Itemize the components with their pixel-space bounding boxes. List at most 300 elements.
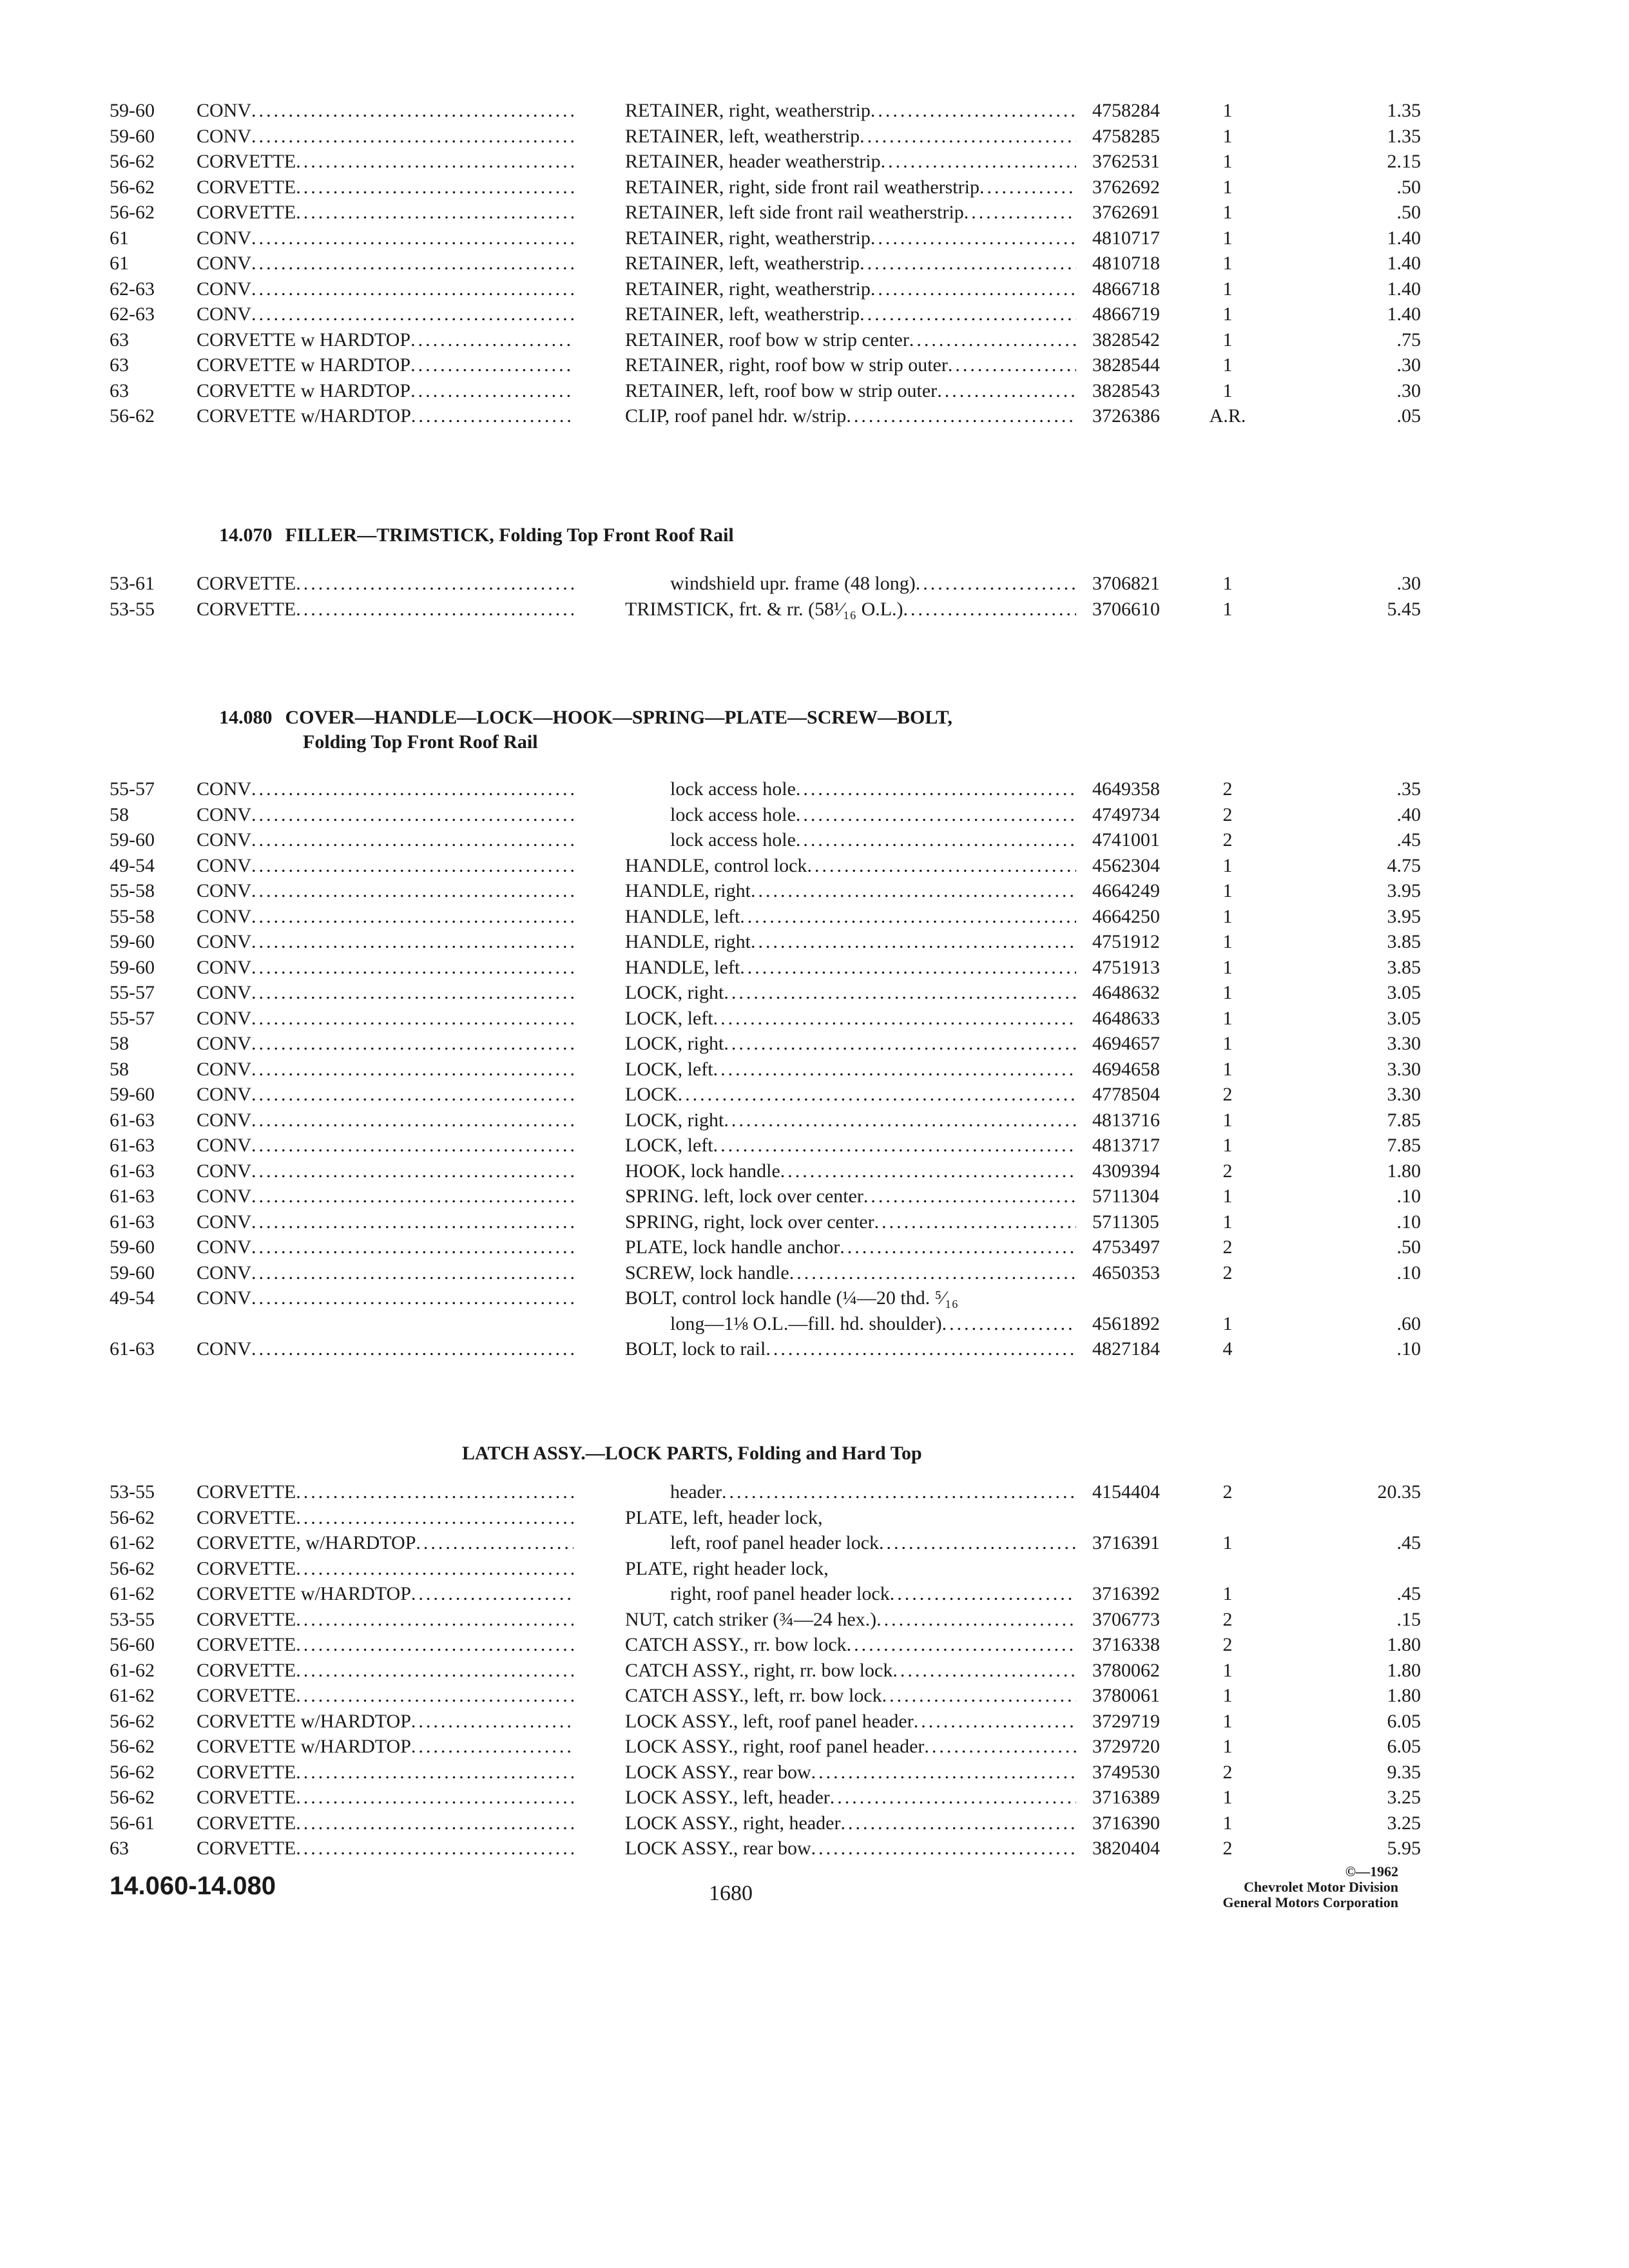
model-cell: [197, 1760, 574, 1785]
part-description: CLIP, roof panel hdr. w/strip: [625, 403, 846, 429]
part-number: 4758284: [1092, 100, 1160, 121]
model-name: CONV: [197, 1082, 251, 1108]
model-cell: [197, 1785, 574, 1811]
price: 7.85: [1387, 1109, 1421, 1131]
quantity: 1: [1222, 1186, 1233, 1207]
year-range: 63: [110, 380, 129, 401]
price: .10: [1396, 1211, 1421, 1233]
description-cell: [625, 403, 1076, 429]
table-row: [110, 1006, 1421, 1032]
part-number: 3749530: [1092, 1761, 1160, 1783]
model-cell: [197, 1133, 574, 1158]
year-range: 56-60: [110, 1634, 155, 1655]
model-cell: [197, 1734, 574, 1760]
table-row: [110, 200, 1421, 226]
table-row: [110, 1311, 1421, 1337]
part-description: windshield upr. frame (48 long): [670, 571, 916, 597]
part-description: RETAINER, right, weatherstrip: [625, 276, 871, 302]
quantity: 1: [1222, 1736, 1233, 1757]
part-number: 4749734: [1092, 803, 1160, 825]
model-name: CORVETTE: [197, 1683, 296, 1709]
part-number: 3762691: [1092, 202, 1160, 223]
part-description: RETAINER, left side front rail weatherstrip: [625, 200, 964, 226]
section-heading-14-070: [219, 523, 734, 548]
table-row: [110, 1057, 1421, 1082]
part-description: HANDLE, right: [625, 878, 751, 904]
publisher-block: [1115, 1864, 1398, 1910]
part-description: HANDLE, left: [625, 955, 740, 981]
quantity: 1: [1222, 880, 1233, 901]
model-name: CONV: [197, 276, 251, 302]
year-range: 49-54: [110, 854, 155, 876]
table-row: [110, 251, 1421, 276]
price: .05: [1396, 405, 1421, 427]
description-cell: [625, 1260, 1076, 1286]
model-cell: [197, 1108, 574, 1133]
model-name: CONV: [197, 1209, 251, 1235]
part-number: 4648632: [1092, 982, 1160, 1003]
model-cell: [197, 1505, 574, 1531]
price: 7.85: [1387, 1135, 1421, 1156]
part-number: 4813716: [1092, 1109, 1160, 1131]
year-range: 59-60: [110, 1262, 155, 1283]
year-range: 61-62: [110, 1685, 155, 1706]
year-range: 59-60: [110, 829, 155, 850]
part-description: LOCK ASSY., right, roof panel header: [625, 1734, 924, 1760]
model-name: CORVETTE w HARDTOP: [197, 352, 410, 378]
model-name: CONV: [197, 1336, 251, 1362]
part-description: LOCK ASSY., left, roof panel header: [625, 1709, 914, 1735]
year-range: 56-62: [110, 1761, 155, 1783]
description-cell: [625, 1556, 1076, 1582]
quantity: 1: [1222, 1583, 1233, 1604]
model-cell: [197, 276, 574, 302]
model-name: CORVETTE w/HARDTOP: [197, 1581, 411, 1607]
description-cell: [625, 571, 1076, 597]
model-name: CORVETTE: [197, 1505, 296, 1531]
model-name: CORVETTE: [197, 1479, 296, 1505]
part-number: 3828542: [1092, 329, 1160, 351]
quantity: 1: [1222, 125, 1233, 147]
model-name: CONV: [197, 1285, 251, 1311]
part-number: 4562304: [1092, 854, 1160, 876]
year-range: 59-60: [110, 125, 155, 147]
model-name: CORVETTE: [197, 200, 296, 226]
page-number: 1680: [709, 1881, 753, 1905]
table-row: [110, 776, 1421, 802]
description-cell: [625, 378, 1076, 404]
description-cell: [625, 1479, 1076, 1505]
table-row: [110, 276, 1421, 302]
quantity: 1: [1222, 303, 1233, 325]
quantity: 2: [1222, 1160, 1233, 1182]
model-cell: [197, 571, 574, 597]
price: 3.30: [1387, 1084, 1421, 1105]
price: 1.80: [1387, 1659, 1421, 1681]
price: 5.45: [1387, 598, 1421, 620]
part-number: 4694657: [1092, 1033, 1160, 1054]
description-cell: [625, 1082, 1076, 1108]
year-range: 58: [110, 803, 129, 825]
part-description: BOLT, control lock handle (¼—20 thd. ⁵⁄₁₆: [625, 1285, 958, 1311]
table-row: [110, 1235, 1421, 1260]
part-number: 4813717: [1092, 1135, 1160, 1156]
part-description: PLATE, lock handle anchor: [625, 1235, 840, 1260]
model-cell: [197, 352, 574, 378]
part-description: CATCH ASSY., left, rr. bow lock: [625, 1683, 882, 1709]
price: .60: [1396, 1312, 1421, 1334]
table-row: [110, 1683, 1421, 1709]
quantity: 2: [1222, 1481, 1233, 1503]
year-range: 56-62: [110, 151, 155, 172]
model-cell: [197, 1057, 574, 1082]
model-cell: [197, 251, 574, 276]
description-cell: [625, 1336, 1076, 1362]
year-range: 59-60: [110, 100, 155, 121]
description-cell: [625, 1006, 1076, 1032]
price: 2.15: [1387, 151, 1421, 172]
description-cell: [625, 200, 1076, 226]
description-cell: [625, 1235, 1076, 1260]
model-cell: [197, 1209, 574, 1235]
quantity: 2: [1222, 1236, 1233, 1258]
table-row: [110, 175, 1421, 200]
quantity: 1: [1222, 354, 1233, 376]
description-cell: [625, 1184, 1076, 1209]
year-range: 59-60: [110, 1084, 155, 1105]
model-cell: [197, 378, 574, 404]
year-range: 61: [110, 227, 129, 249]
price: .30: [1396, 354, 1421, 376]
part-number: 3762531: [1092, 151, 1160, 172]
year-range: 56-62: [110, 1710, 155, 1732]
part-number: 4866718: [1092, 278, 1160, 300]
table-row: [110, 378, 1421, 404]
table-row: [110, 1031, 1421, 1057]
model-name: CORVETTE, w/HARDTOP: [197, 1530, 416, 1556]
price: 3.95: [1387, 905, 1421, 927]
year-range: 53-61: [110, 573, 155, 594]
price: .50: [1396, 202, 1421, 223]
quantity: 1: [1222, 202, 1233, 223]
table-row: [110, 1785, 1421, 1811]
model-cell: [197, 302, 574, 327]
part-description: RETAINER, right, weatherstrip: [625, 226, 871, 251]
model-cell: [197, 776, 574, 802]
quantity: 1: [1222, 1033, 1233, 1054]
part-description: RETAINER, header weatherstrip: [625, 149, 881, 175]
price: 3.85: [1387, 956, 1421, 978]
section-title-line2: Folding Top Front Roof Rail: [303, 731, 538, 753]
model-name: CORVETTE w HARDTOP: [197, 378, 410, 404]
year-range: 53-55: [110, 1608, 155, 1630]
table-row: [110, 802, 1421, 828]
model-cell: [197, 327, 574, 353]
description-cell: [625, 597, 1076, 622]
model-name: CONV: [197, 1260, 251, 1286]
model-name: CONV: [197, 1057, 251, 1082]
year-range: 61-63: [110, 1338, 155, 1360]
part-description: PLATE, right header lock,: [625, 1556, 829, 1582]
price: 1.40: [1387, 227, 1421, 249]
part-number: 3716390: [1092, 1812, 1160, 1834]
quantity: 1: [1222, 1007, 1233, 1029]
model-name: CORVETTE: [197, 1632, 296, 1658]
table-row: [110, 302, 1421, 327]
quantity: 1: [1222, 1135, 1233, 1156]
model-name: CONV: [197, 226, 251, 251]
section-title-line1: COVER—HANDLE—LOCK—HOOK—SPRING—PLATE—SCREW—BOLT,: [285, 707, 952, 728]
year-range: 61-63: [110, 1211, 155, 1233]
table-row: [110, 878, 1421, 904]
model-name: CONV: [197, 1184, 251, 1209]
parts-list-section-4: [110, 1479, 1421, 1861]
parts-list-section-1: [110, 98, 1421, 429]
year-range: 59-60: [110, 1236, 155, 1258]
model-name: CORVETTE: [197, 597, 296, 622]
model-name: CORVETTE w/HARDTOP: [197, 403, 411, 429]
description-cell: [625, 853, 1076, 879]
description-cell: [625, 226, 1076, 251]
table-row: [110, 827, 1421, 853]
model-name: CONV: [197, 98, 251, 124]
part-number: 4810718: [1092, 253, 1160, 274]
description-cell: [625, 1108, 1076, 1133]
section-title: FILLER—TRIMSTICK, Folding Top Front Roof Rail: [285, 524, 734, 546]
section-subheading-14-080: [303, 730, 538, 754]
year-range: 56-62: [110, 176, 155, 198]
part-description: right, roof panel header lock: [670, 1581, 890, 1607]
year-range: 63: [110, 1838, 129, 1859]
part-number: 3729720: [1092, 1736, 1160, 1757]
table-row: [110, 1260, 1421, 1286]
part-number: 3780062: [1092, 1659, 1160, 1681]
description-cell: [625, 1734, 1076, 1760]
price: 3.95: [1387, 880, 1421, 901]
table-row: [110, 98, 1421, 124]
price: .10: [1396, 1186, 1421, 1207]
model-name: CORVETTE: [197, 1811, 296, 1836]
part-description: RETAINER, left, weatherstrip: [625, 124, 860, 149]
parts-list-section-3: [110, 776, 1421, 1362]
part-description: LOCK, right: [625, 980, 724, 1006]
description-cell: [625, 827, 1076, 853]
description-cell: [625, 149, 1076, 175]
table-row: [110, 327, 1421, 353]
model-cell: [197, 403, 574, 429]
part-number: 4866719: [1092, 303, 1160, 325]
publisher-line1: Chevrolet Motor Division: [1244, 1879, 1398, 1895]
quantity: 1: [1222, 227, 1233, 249]
quantity: 1: [1222, 982, 1233, 1003]
description-cell: [625, 1632, 1076, 1658]
price: 5.95: [1387, 1838, 1421, 1859]
year-range: 59-60: [110, 931, 155, 952]
description-cell: [625, 1505, 1076, 1531]
year-range: 63: [110, 329, 129, 351]
part-number: 3726386: [1092, 405, 1160, 427]
table-row: [110, 352, 1421, 378]
part-description: lock access hole: [670, 776, 796, 802]
quantity: 1: [1222, 1787, 1233, 1808]
model-name: CORVETTE: [197, 1836, 296, 1861]
model-name: CONV: [197, 1158, 251, 1184]
quantity: 1: [1222, 100, 1233, 121]
year-range: 53-55: [110, 598, 155, 620]
price: 3.30: [1387, 1033, 1421, 1054]
part-number: 4827184: [1092, 1338, 1160, 1360]
price: 20.35: [1377, 1481, 1421, 1503]
part-number: 3780061: [1092, 1685, 1160, 1706]
part-description: RETAINER, right, weatherstrip: [625, 98, 871, 124]
year-range: 56-62: [110, 1736, 155, 1757]
quantity: 2: [1222, 1761, 1233, 1783]
year-range: 62-63: [110, 278, 155, 300]
model-cell: [197, 1607, 574, 1633]
quantity: 2: [1222, 1634, 1233, 1655]
model-cell: [197, 904, 574, 930]
year-range: 55-58: [110, 905, 155, 927]
quantity: 1: [1222, 1312, 1233, 1334]
part-number: 4154404: [1092, 1481, 1160, 1503]
description-cell: [625, 980, 1076, 1006]
quantity: 1: [1222, 1058, 1233, 1080]
part-description: NUT, catch striker (¾—24 hex.): [625, 1607, 876, 1633]
part-number: 3716392: [1092, 1583, 1160, 1604]
price: .35: [1396, 778, 1421, 800]
section-heading-14-080: [219, 706, 952, 730]
description-cell: [625, 124, 1076, 149]
year-range: 53-55: [110, 1481, 155, 1503]
quantity: 1: [1222, 573, 1233, 594]
part-description: LOCK, left: [625, 1133, 713, 1158]
table-row: [110, 1530, 1421, 1556]
part-number: 3820404: [1092, 1838, 1160, 1859]
part-description: header: [670, 1479, 722, 1505]
description-cell: [625, 1581, 1076, 1607]
table-row: [110, 571, 1421, 597]
model-cell: [197, 1336, 574, 1362]
table-row: [110, 1556, 1334, 1582]
description-cell: [625, 98, 1076, 124]
description-cell: [625, 802, 1076, 828]
model-cell: [197, 1184, 574, 1209]
model-name: CORVETTE: [197, 175, 296, 200]
table-row: [110, 1336, 1421, 1362]
part-description: lock access hole: [670, 802, 796, 828]
model-name: CONV: [197, 124, 251, 149]
quantity: 2: [1222, 803, 1233, 825]
model-name: CONV: [197, 904, 251, 930]
quantity: 1: [1222, 329, 1233, 351]
price: 1.80: [1387, 1634, 1421, 1655]
part-description: long—1⅛ O.L.—fill. hd. shoulder): [670, 1311, 942, 1337]
part-description: HANDLE, left: [625, 904, 740, 930]
quantity: 2: [1222, 1262, 1233, 1283]
part-description: LOCK ASSY., rear bow: [625, 1836, 811, 1861]
section-number: 14.080: [219, 707, 273, 728]
part-number: 3716338: [1092, 1634, 1160, 1655]
part-number: 4753497: [1092, 1236, 1160, 1258]
description-cell: [625, 1836, 1076, 1861]
table-row: [110, 1158, 1421, 1184]
part-description: LOCK ASSY., rear bow: [625, 1760, 811, 1785]
quantity: 4: [1222, 1338, 1233, 1360]
model-name: CORVETTE w/HARDTOP: [197, 1709, 411, 1735]
model-cell: [197, 200, 574, 226]
part-description: HANDLE, right: [625, 929, 751, 955]
price: 1.40: [1387, 253, 1421, 274]
model-name: CORVETTE: [197, 1658, 296, 1684]
model-name: CONV: [197, 1133, 251, 1158]
year-range: 58: [110, 1033, 129, 1054]
price: .50: [1396, 176, 1421, 198]
description-cell: [625, 1760, 1076, 1785]
year-range: 61-63: [110, 1186, 155, 1207]
model-name: CONV: [197, 802, 251, 828]
table-row: [110, 1836, 1421, 1861]
year-range: 61: [110, 253, 129, 274]
part-number: 3706773: [1092, 1608, 1160, 1630]
year-range: 61-62: [110, 1583, 155, 1604]
table-row: [110, 929, 1421, 955]
part-description: CATCH ASSY., right, rr. bow lock: [625, 1658, 892, 1684]
part-description: SPRING, right, lock over center: [625, 1209, 874, 1235]
part-description: RETAINER, roof bow w strip center: [625, 327, 909, 353]
table-row: [110, 1658, 1421, 1684]
model-name: CORVETTE: [197, 1556, 296, 1582]
description-cell: [625, 878, 1076, 904]
part-number: 4751913: [1092, 956, 1160, 978]
part-description: BOLT, lock to rail: [625, 1336, 766, 1362]
price: 1.35: [1387, 125, 1421, 147]
model-cell: [197, 149, 574, 175]
table-row: [110, 1479, 1421, 1505]
table-row: [110, 597, 1421, 622]
year-range: 56-62: [110, 1787, 155, 1808]
quantity: 2: [1222, 1084, 1233, 1105]
part-description: CATCH ASSY., rr. bow lock: [625, 1632, 847, 1658]
year-range: 59-60: [110, 956, 155, 978]
price: .30: [1396, 573, 1421, 594]
table-row: [110, 1184, 1421, 1209]
part-description: RETAINER, left, weatherstrip: [625, 302, 860, 327]
model-name: CONV: [197, 878, 251, 904]
model-cell: [197, 1479, 574, 1505]
quantity: 2: [1222, 778, 1233, 800]
model-cell: [197, 124, 574, 149]
part-number: 4741001: [1092, 829, 1160, 850]
model-name: CORVETTE: [197, 571, 296, 597]
model-cell: [197, 1709, 574, 1735]
part-description: RETAINER, right, side front rail weatherstrip: [625, 175, 979, 200]
section-range: 14.060-14.080: [110, 1872, 276, 1900]
table-row: [110, 853, 1421, 879]
model-name: CONV: [197, 776, 251, 802]
part-description: HANDLE, control lock: [625, 853, 807, 879]
model-name: CONV: [197, 955, 251, 981]
model-cell: [197, 1285, 574, 1311]
model-name: CORVETTE: [197, 149, 296, 175]
description-cell: [625, 352, 1076, 378]
price: 3.25: [1387, 1812, 1421, 1834]
description-cell: [625, 1658, 1076, 1684]
table-row: [110, 226, 1421, 251]
description-cell: [625, 1785, 1076, 1811]
part-number: 4778504: [1092, 1084, 1160, 1105]
part-description: LOCK, right: [625, 1108, 724, 1133]
model-cell: [197, 1581, 574, 1607]
